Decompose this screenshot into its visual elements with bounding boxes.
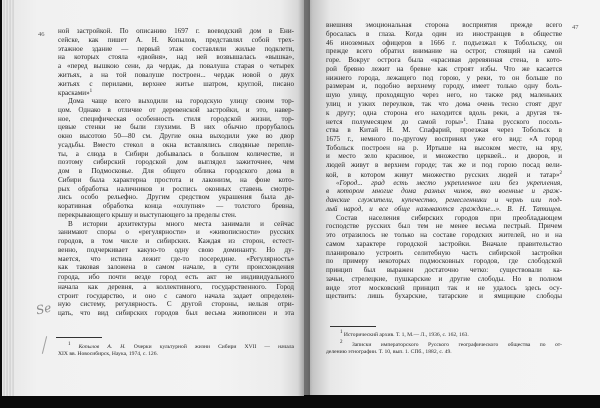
- text-line: по примеру некоторых подмосковных городов, где слободской: [326, 257, 562, 266]
- footnote-line: делению этнографии. Т. 10, вып. 1. СПб., 1882, с. 49.: [326, 349, 452, 355]
- text-line: рых обработка наличников и роспись оконных ставень смотре-: [58, 184, 294, 193]
- footnote-2: [326, 339, 562, 349]
- footnote-text: Исторический архив. Т. 1, М.— Л., 1936, с. 162, 163.: [343, 332, 469, 338]
- text-line: и место зело красивое, и множество церквей... и дворов, и: [326, 152, 562, 161]
- text-line: а «перед вышкою сени, да чердак, да повалуша старая о четырех: [58, 62, 294, 70]
- right-page-body-text: [326, 21, 562, 301]
- text-line: [326, 170, 562, 179]
- footnote-divider: [330, 326, 376, 327]
- quotation-line: лый народ, и все обще называются граждане...». В. Н. Татищев.: [326, 204, 562, 213]
- text-line: ную систему, регулярность. С другой стороны, нельзя отри-: [58, 300, 294, 309]
- text-fragment: красками»: [58, 89, 90, 98]
- text-line: окно высотою 50—80 см. Другие окна выходили уже во двор: [58, 132, 294, 140]
- text-line: принцип был выражен достаточно четко: существовали ка-: [326, 266, 562, 274]
- footnote-marker: 2: [340, 340, 343, 345]
- text-line: цать, что вид сибирских городов был весьма живописен и эта: [58, 309, 294, 317]
- text-line: строит государство, и оно с самого начала задает определен-: [58, 291, 294, 300]
- text-line: [326, 117, 562, 126]
- text-line: внешняя эмоциональная сторона восприятия прежде всего: [326, 21, 562, 29]
- text-line: это отразилось не только на составе городских жителей, но и на: [326, 231, 562, 239]
- text-line: на которых стояла «двойня», над ней возвышалась «вышка»,: [58, 53, 294, 62]
- text-line: к другу; одна сторона его находится вдоль реки, а другая тя-: [326, 108, 562, 117]
- text-line: горе. Вокруг острога была «красивая деревянная стена, в кото-: [326, 56, 562, 64]
- left-page: [14, 0, 304, 398]
- book-gutter: [298, 0, 310, 400]
- text-line: мается, что истина лежит где-то посередине. «Регулярность»: [58, 254, 294, 263]
- text-line: нижнего города, лежащего под горою, у реки, то он больше по: [326, 73, 562, 82]
- text-line: цом. Однако в отличие от деревенской застройки, и это, навер-: [58, 105, 294, 114]
- text-fragment: нется полумесяцем до самой горы»: [326, 118, 464, 127]
- page-number-right: 47: [572, 24, 579, 31]
- text-line: прежде всего обратил внимание на острог, стоящий на самой: [326, 47, 562, 56]
- text-line: ты, а слюда в Сибири добывалась в большом количестве, и: [58, 149, 294, 158]
- text-line: самом характере городской застройки. Вначале правительство: [326, 239, 562, 248]
- left-page-body-text: [58, 27, 294, 318]
- text-line: ной застройкой. По описанию 1697 г. воеводский дом в Ени-: [58, 27, 294, 35]
- footnote-marker: 1: [340, 330, 343, 335]
- footnote-text: Очерки культурной жизни Сибири XVII — начала: [133, 344, 294, 350]
- text-line: начала как деревня, а коллективного, государственного. Город: [58, 282, 294, 291]
- footnotes-right: [326, 329, 562, 356]
- text-line: улиц и узких переулков, так что дома очень тесно стоят друг: [326, 99, 562, 108]
- text-fragment: кой, в котором живут множество русских людей и татар»: [326, 170, 560, 179]
- text-line: цевые стенки не были глухими. В них обычно прорубалось: [58, 123, 294, 132]
- text-line: Сибири была характерна простота и лаконизм, на фоне кото-: [58, 175, 294, 184]
- text-line: занимают споры о «регулярности» и «живописности» русских: [58, 228, 294, 237]
- text-line: коративная обработка конца «охлупня» — толстого бревна,: [58, 202, 294, 210]
- footnote-divider: [56, 337, 102, 338]
- text-line: людей живут в верхнем городе; так же и под горою посад вели-: [326, 161, 562, 169]
- background-edge: [0, 396, 600, 408]
- text-fragment: . Глава русского посоль-: [465, 118, 562, 127]
- text-line: зачьи, стрелецкие, пушкарские и другие слободы. Но в полном: [326, 274, 562, 283]
- text-line: ществить: лишь бухарские, татарские и ямщицкие слободы: [326, 292, 562, 301]
- text-line: житьях с перилами, верхнее житье шатром, круглой, писано: [58, 79, 294, 88]
- text-line: планировало устроить селитебную часть сибирской застройки: [326, 248, 562, 257]
- quotation-line: в котором многие дома разных чинов, яко военные и граж-: [326, 187, 562, 196]
- text-line: 1675 г., немного по-другому воспринял уже его вид: «А город: [326, 134, 562, 143]
- text-line: господстве русских был тем не менее весьма пестрый. Причем: [326, 222, 562, 231]
- footnote-line: XIX вв. Новосибирск, Наука, 1974, с. 126.: [58, 351, 158, 357]
- quotation-line: данские служители, купечество, ремесленники и чернь или под-: [326, 196, 562, 204]
- text-line: рой бревно лежит на бревне как строят избы. Что же касается: [326, 64, 562, 73]
- text-line: Состав населения сибирских городов при преобладающем: [336, 213, 562, 222]
- text-line-underlined: как таковая заложена в самом начале, в сути происхождения: [58, 263, 294, 272]
- footnote-text: Записки императорского Русского географического общества по от-: [351, 342, 562, 348]
- text-line: 46 иноземных офицеров в 1666 г. подъезжал к Тобольску, он: [326, 38, 562, 47]
- text-line: бросалась в глаза. Когда один из иностранцев в обществе: [326, 29, 562, 38]
- text-line: венно, подчеркивает какую-то одну свою доминанту. Но ду-: [58, 245, 294, 254]
- text-line: перекрывающего крышу и выступающего за пределы стен.: [58, 210, 237, 219]
- text-line: этажное здание — первый этаж составляли жилые подклети,: [58, 44, 294, 53]
- footnote-1: [58, 341, 294, 358]
- footnote-reference: 2: [559, 170, 562, 176]
- footnote-reference: 1: [463, 118, 466, 124]
- text-line: размерам и, подобно верхнему городу, имеет только одну боль-: [326, 82, 562, 91]
- text-line: ное, специфическая особенность стиля городской жизни, тор-: [58, 114, 294, 123]
- text-line: Дома чаще всего выходили на городскую улицу своим тор-: [68, 97, 294, 105]
- text-line: поэтому сибирский городской дом выглядел зажиточнее, чем: [58, 158, 294, 167]
- pencil-mark-line: [42, 336, 47, 354]
- footnote-1: [326, 329, 562, 339]
- text-line: усадьбы. Вместо стекол в окна вставлялись слюдяные переплe-: [58, 140, 294, 149]
- text-line: шую улицу, проходящую через него, но также ряд маленьких: [326, 91, 562, 99]
- page-number-left: 46: [38, 31, 45, 38]
- text-line: дом в Подмосковье. Для общего облика городского дома в: [58, 167, 294, 175]
- text-line-underlined: города, ибо почти везде город есть акт не индивидуального: [58, 273, 294, 281]
- text-line: Тобольск построен на р. Иртыше на высоком месте, на яру,: [326, 143, 562, 152]
- text-line: лись особо рельефно. Другим средством украшения была де-: [58, 193, 294, 202]
- footnote-reference: 1: [89, 89, 93, 95]
- footnote-author: Копылов А. Н.: [78, 344, 126, 350]
- text-line: [58, 88, 294, 97]
- text-line: В истории архитектуры много места занимали и сейчас: [68, 219, 294, 228]
- text-line: ства в Китай Н. М. Спафарий, проезжая через Тобольск в: [326, 126, 562, 134]
- text-line: виде этот московский принцип так и не удалось здесь осу-: [326, 283, 562, 292]
- text-line: житьях, а на той повалуше построен... чердак новой о двух: [58, 70, 294, 79]
- text-line: сейске, как пишет А. Н. Копылов, представлял собой трех-: [58, 35, 294, 44]
- text-line: городов, в том числе и сибирских. Каждая из сторон, естест-: [58, 237, 294, 245]
- footnote-line: [58, 341, 294, 351]
- right-page: [304, 0, 600, 395]
- footnote-marker: 1: [68, 342, 71, 347]
- pencil-annotation: Se: [34, 300, 53, 318]
- quotation-line: «Город... град есть место укрепленное или без укрепления,: [336, 178, 562, 187]
